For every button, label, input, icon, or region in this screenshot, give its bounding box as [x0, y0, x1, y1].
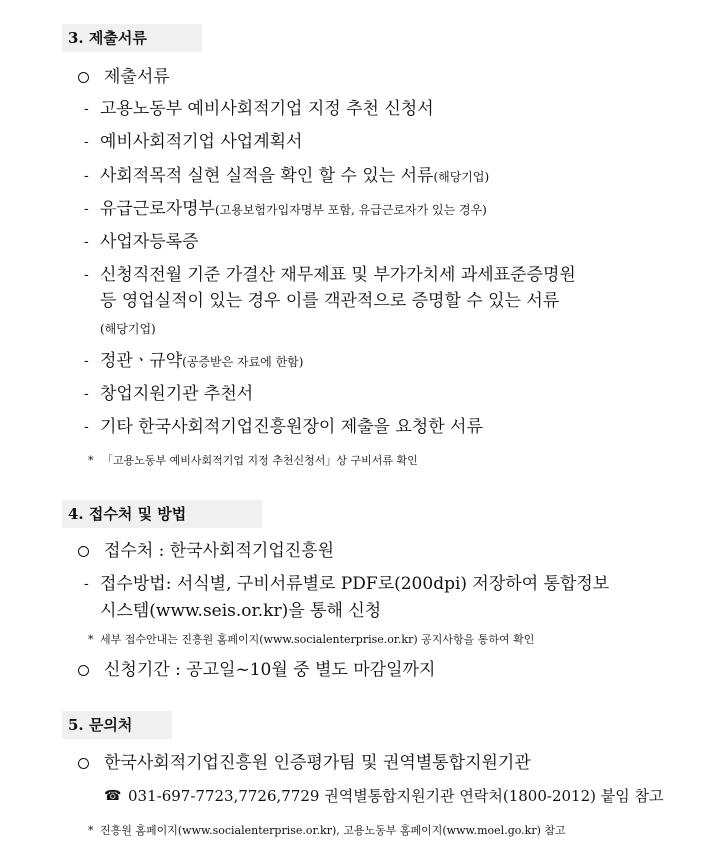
doc-item-9: 기타 한국사회적기업진흥원장이 제출을 요청한 서류 [100, 417, 483, 437]
section-5-footnote: 진흥원 홈페이지(www.socialenterprise.or.kr), 고용노동부 홈페이지(www.moel.go.kr) 참고 [100, 824, 566, 837]
doc-item-4: 유급근로자명부(고용보험가입자명부 포함, 유급근로자가 있는 경우) [100, 199, 487, 219]
doc-item-6-line-1: 신청직전월 기준 가결산 재무제표 및 부가가치세 과세표준증명원 [100, 265, 576, 285]
section-4-footnote: 세부 접수안내는 진흥원 홈페이지(www.socialenterprise.or.kr) 공지사항을 통하여 확인 [100, 633, 535, 646]
dash-icon: - [84, 134, 89, 150]
contact-organization: 한국사회적기업진흥원 인증평가팀 및 권역별통합지원기관 [104, 753, 531, 773]
contact-phone: 031-697-7723,7726,7729 권역별통합지원기관 연락처(1800-2012) 붙임 참고 [128, 787, 664, 805]
doc-item-6-note: (해당기업) [100, 322, 156, 336]
dash-icon: - [84, 234, 89, 250]
circle-bullet-icon [78, 665, 89, 676]
dash-icon: - [84, 386, 89, 402]
doc-item-7: 정관ㆍ규약(공증받은 자료에 한함) [100, 351, 304, 371]
dash-icon: - [84, 419, 89, 435]
section-4-heading: 4. 접수처 및 방법 [62, 500, 262, 528]
doc-item-2: 예비사회적기업 사업계획서 [100, 132, 303, 152]
circle-bullet-icon [78, 758, 89, 769]
doc-item-5: 사업자등록증 [100, 232, 199, 252]
dash-icon: - [84, 168, 89, 184]
dash-icon: - [84, 353, 89, 369]
doc-item-8: 창업지원기관 추천서 [100, 384, 254, 404]
asterisk-icon: * [88, 454, 94, 467]
reception-method-line-2: 시스템(www.seis.or.kr)을 통해 신청 [100, 601, 382, 621]
section-3-footnote: 「고용노동부 예비사회적기업 지정 추천신청서」상 구비서류 확인 [102, 454, 418, 467]
asterisk-icon: * [88, 824, 94, 837]
section-3-bullet: 제출서류 [104, 67, 170, 87]
dash-icon: - [84, 576, 89, 592]
application-period: 신청기간 : 공고일~10월 중 별도 마감일까지 [104, 660, 436, 680]
circle-bullet-icon [78, 72, 89, 83]
section-5-heading: 5. 문의처 [62, 711, 172, 739]
doc-item-6-line-2: 등 영업실적이 있는 경우 이를 객관적으로 증명할 수 있는 서류 [100, 291, 560, 311]
reception-place: 접수처 : 한국사회적기업진흥원 [104, 541, 335, 561]
asterisk-icon: * [88, 633, 94, 646]
dash-icon: - [84, 201, 89, 217]
section-3-heading: 3. 제출서류 [62, 24, 202, 52]
circle-bullet-icon [78, 546, 89, 557]
dash-icon: - [84, 267, 89, 283]
dash-icon: - [84, 101, 89, 117]
doc-item-1: 고용노동부 예비사회적기업 지정 추천 신청서 [100, 99, 434, 119]
telephone-icon: ☎ [104, 788, 122, 804]
reception-method-line-1: 접수방법: 서식별, 구비서류별로 PDF로(200dpi) 저장하여 통합정보 [100, 574, 610, 594]
doc-item-3: 사회적목적 실현 실적을 확인 할 수 있는 서류(해당기업) [100, 166, 490, 186]
